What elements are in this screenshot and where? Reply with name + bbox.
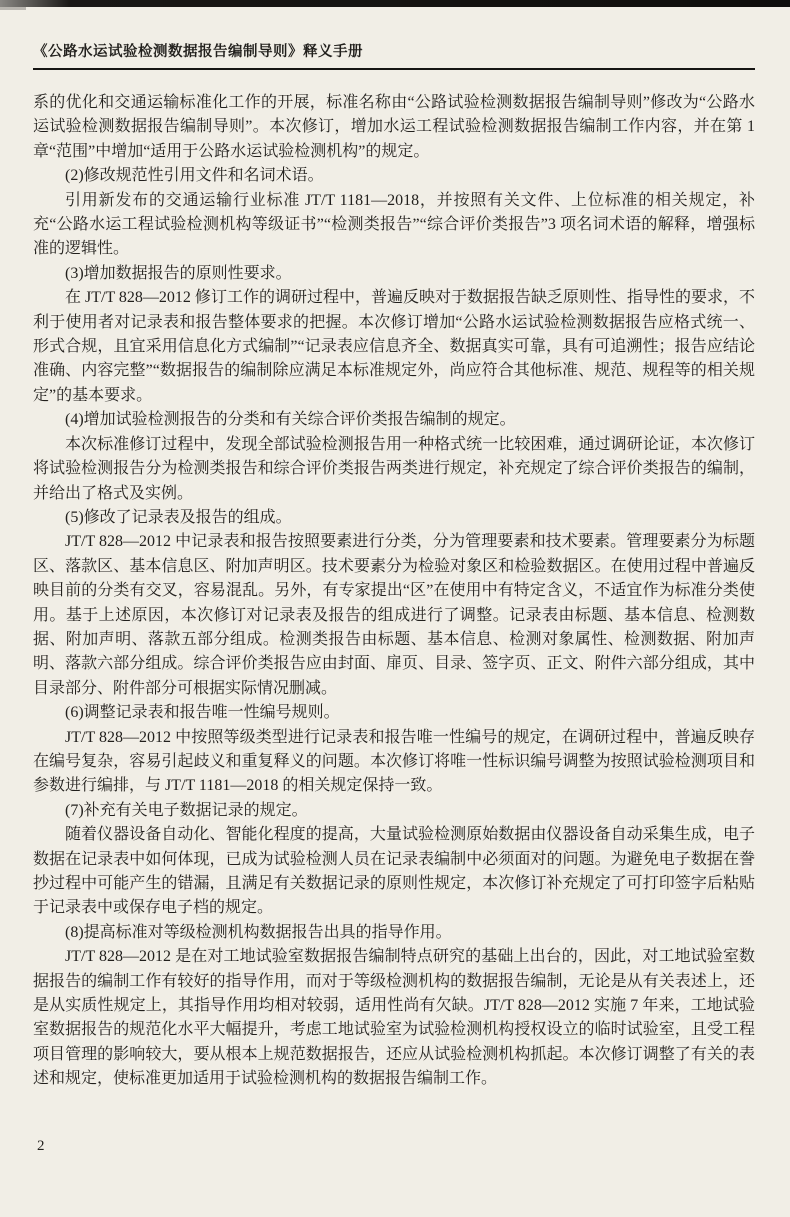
paragraph: (6)调整记录表和报告唯一性编号规则。 — [65, 704, 340, 722]
paragraph: (8)提高标准对等级检测机构数据报告出具的指导作用。 — [65, 923, 452, 941]
paragraph: (2)修改规范性引用文件和名词术语。 — [65, 167, 324, 185]
paragraph: (4)增加试验检测报告的分类和有关综合评价类报告编制的规定。 — [65, 411, 516, 429]
paragraph: (7)补充有关电子数据记录的规定。 — [65, 801, 308, 819]
paragraph: JT/T 828—2012 中按照等级类型进行记录表和报告唯一性编号的规定，在调研过程中，普遍反映存在编号复杂，容易引起歧义和重复释义的问题。本次修订将唯一性标识编号调整为按照试验检测项目和参数进行编排，与 JT/T 1181—2018 的相关规定保持一致。 — [33, 728, 755, 795]
paragraph: 本次标准修订过程中，发现全部试验检测报告用一种格式统一比较困难，通过调研论证，本次修订将试验检测报告分为检测类报告和综合评价类报告两类进行规定，补充规定了综合评价类报告的编制，并给出了格式及实例。 — [33, 435, 755, 502]
paragraph: 在 JT/T 828—2012 修订工作的调研过程中，普遍反映对于数据报告缺乏原则性、指导性的要求，不利于使用者对记录表和报告整体要求的把握。本次修订增加“公路水运试验检测数据报告应格式统一、形式合规，且宜采用信息化方式编制”“记录表应信息齐全、数据真实可靠，具有可追溯性；报告应结论准确、内容完整”“数据报告的编制除应满足本标准规定外，尚应符合其他标准、规范、规程等的相关规定”的基本要求。 — [33, 289, 755, 404]
body-text — [33, 91, 755, 1092]
page-number: 2 — [37, 1138, 45, 1154]
paragraph: (3)增加数据报告的原则性要求。 — [65, 264, 292, 282]
paragraph: JT/T 828—2012 中记录表和报告按照要素进行分类，分为管理要素和技术要素。管理要素分为标题区、落款区、基本信息区、附加声明区。技术要素分为检验对象区和检验数据区。在使用过程中普遍反映目前的分类有交叉，容易混乱。另外，有专家提出“区”在使用中有特定含义，不适宜作为标准分类使用。基于上述原因，本次修订对记录表及报告的组成进行了调整。记录表由标题、基本信息、检测数据、附加声明、落款五部分组成。检测类报告由标题、基本信息、检测对象属性、检测数据、附加声明、落款六部分组成。综合评价类报告应由封面、扉页、目录、签字页、正文、附件六部分组成，其中目录部分、附件部分可根据实际情况删减。 — [33, 533, 755, 697]
paragraph: 系的优化和交通运输标准化工作的开展，标准名称由“公路试验检测数据报告编制导则”修改为“公路水运试验检测数据报告编制导则”。本次修订，增加水运工程试验检测数据报告编制工作内容，并在第 1 章“范围”中增加“适用于公路水运试验检测机构”的规定。 — [33, 94, 755, 160]
paragraph: (5)修改了记录表及报告的组成。 — [65, 508, 292, 526]
scan-edge-artifact — [0, 0, 790, 7]
header-divider — [33, 68, 755, 70]
running-header: 《公路水运试验检测数据报告编制导则》释义手册 — [33, 44, 363, 60]
paragraph: 引用新发布的交通运输行业标准 JT/T 1181—2018，并按照有关文件、上位标准的相关规定，补充“公路水运工程试验检测机构等级证书”“检测类报告”“综合评价类报告”3 项名词术语的解释，增强标准的逻辑性。 — [33, 191, 755, 258]
paragraph: JT/T 828—2012 是在对工地试验室数据报告编制特点研究的基础上出台的，因此，对工地试验室数据报告的编制工作有较好的指导作用，而对于等级检测机构的数据报告编制，无论是从有关表述上，还是从实质性规定上，其指导作用均相对较弱，适用性尚有欠缺。JT/T 828—2012 实施 7 年来，工地试验室数据报告的规范化水平大幅提升，考虑工地试验室为试验检测机构授权设立的临时试验室，且受工程项目管理的影响较大，要从根本上规范数据报告，还应从试验检测机构抓起。本次修订调整了有关的表述和规定，使标准更加适用于试验检测机构的数据报告编制工作。 — [33, 948, 755, 1088]
page-content — [33, 40, 755, 1092]
paragraph: 随着仪器设备自动化、智能化程度的提高，大量试验检测原始数据由仪器设备自动采集生成，电子数据在记录表中如何体现，已成为试验检测人员在记录表编制中必须面对的问题。为避免电子数据在誊抄过程中可能产生的错漏，且满足有关数据记录的原则性规定，本次修订补充规定了可打印签字后粘贴于记录表中或保存电子档的规定。 — [33, 826, 755, 917]
